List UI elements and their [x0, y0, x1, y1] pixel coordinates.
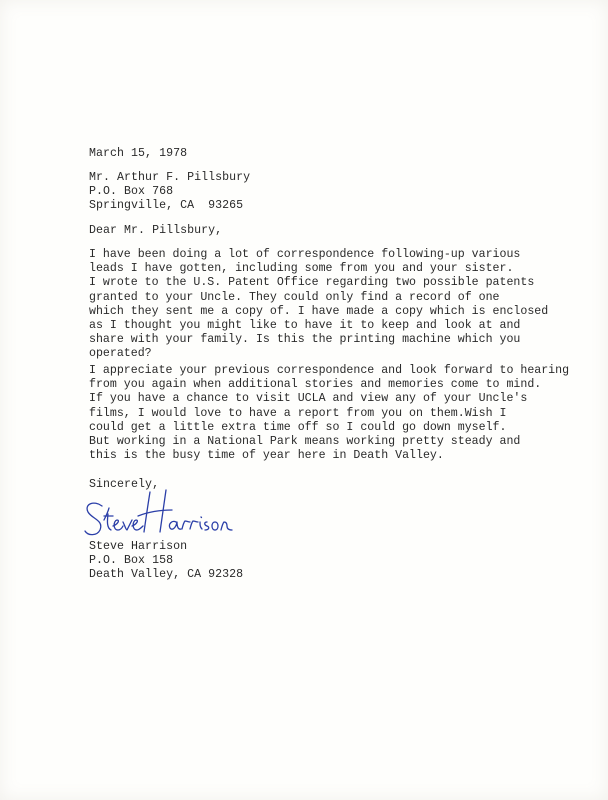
paragraph-line: I appreciate your previous correspondence and look forward to hearing — [89, 364, 570, 377]
paragraph-line: from you again when additional stories and memories come to mind. — [89, 378, 542, 392]
salutation: Dear Mr. Pillsbury, — [89, 224, 223, 237]
paragraph-line: could get a little extra time off so I could go down myself. — [89, 420, 507, 434]
paragraph-line: operated? — [89, 347, 152, 361]
paragraph-line: as I thought you might like to have it to keep and look at and — [89, 319, 521, 333]
sender-address-line-1: P.O. Box 158 — [89, 554, 174, 567]
paragraph-line: films, I would love to have a report from you on them.Wish I — [89, 406, 507, 420]
closing: Sincerely, — [89, 478, 160, 491]
body-paragraph-1 — [89, 248, 548, 362]
paragraph-line: share with your family. Is this the printing machine which you — [89, 333, 521, 347]
handwritten-signature — [80, 486, 250, 546]
recipient-name: Mr. Arthur F. Pillsbury — [89, 171, 251, 184]
paragraph-line: But working in a National Park means working pretty steady and — [89, 435, 521, 449]
body-paragraph-2 — [89, 364, 569, 463]
paragraph-line: granted to your Uncle. They could only find a record of one — [89, 290, 500, 304]
sender-name: Steve Harrison — [89, 540, 188, 553]
paragraph-line: I have been doing a lot of correspondence following-up various — [89, 248, 521, 261]
paragraph-line: which they sent me a copy of. I have made a copy which is enclosed — [89, 304, 549, 318]
recipient-address-line-2: Springville, CA 93265 — [89, 199, 244, 212]
paragraph-line: leads I have gotten, including some from you and your sister. — [89, 262, 514, 276]
recipient-address-line-1: P.O. Box 768 — [89, 185, 174, 198]
paragraph-line: this is the busy time of year here in Death Valley. — [89, 449, 444, 463]
paragraph-line: If you have a chance to visit UCLA and view any of your Uncle's — [89, 392, 528, 406]
letter-date: March 15, 1978 — [89, 147, 188, 160]
paragraph-line: I wrote to the U.S. Patent Office regarding two possible patents — [89, 276, 535, 290]
sender-address-line-2: Death Valley, CA 92328 — [89, 568, 244, 581]
